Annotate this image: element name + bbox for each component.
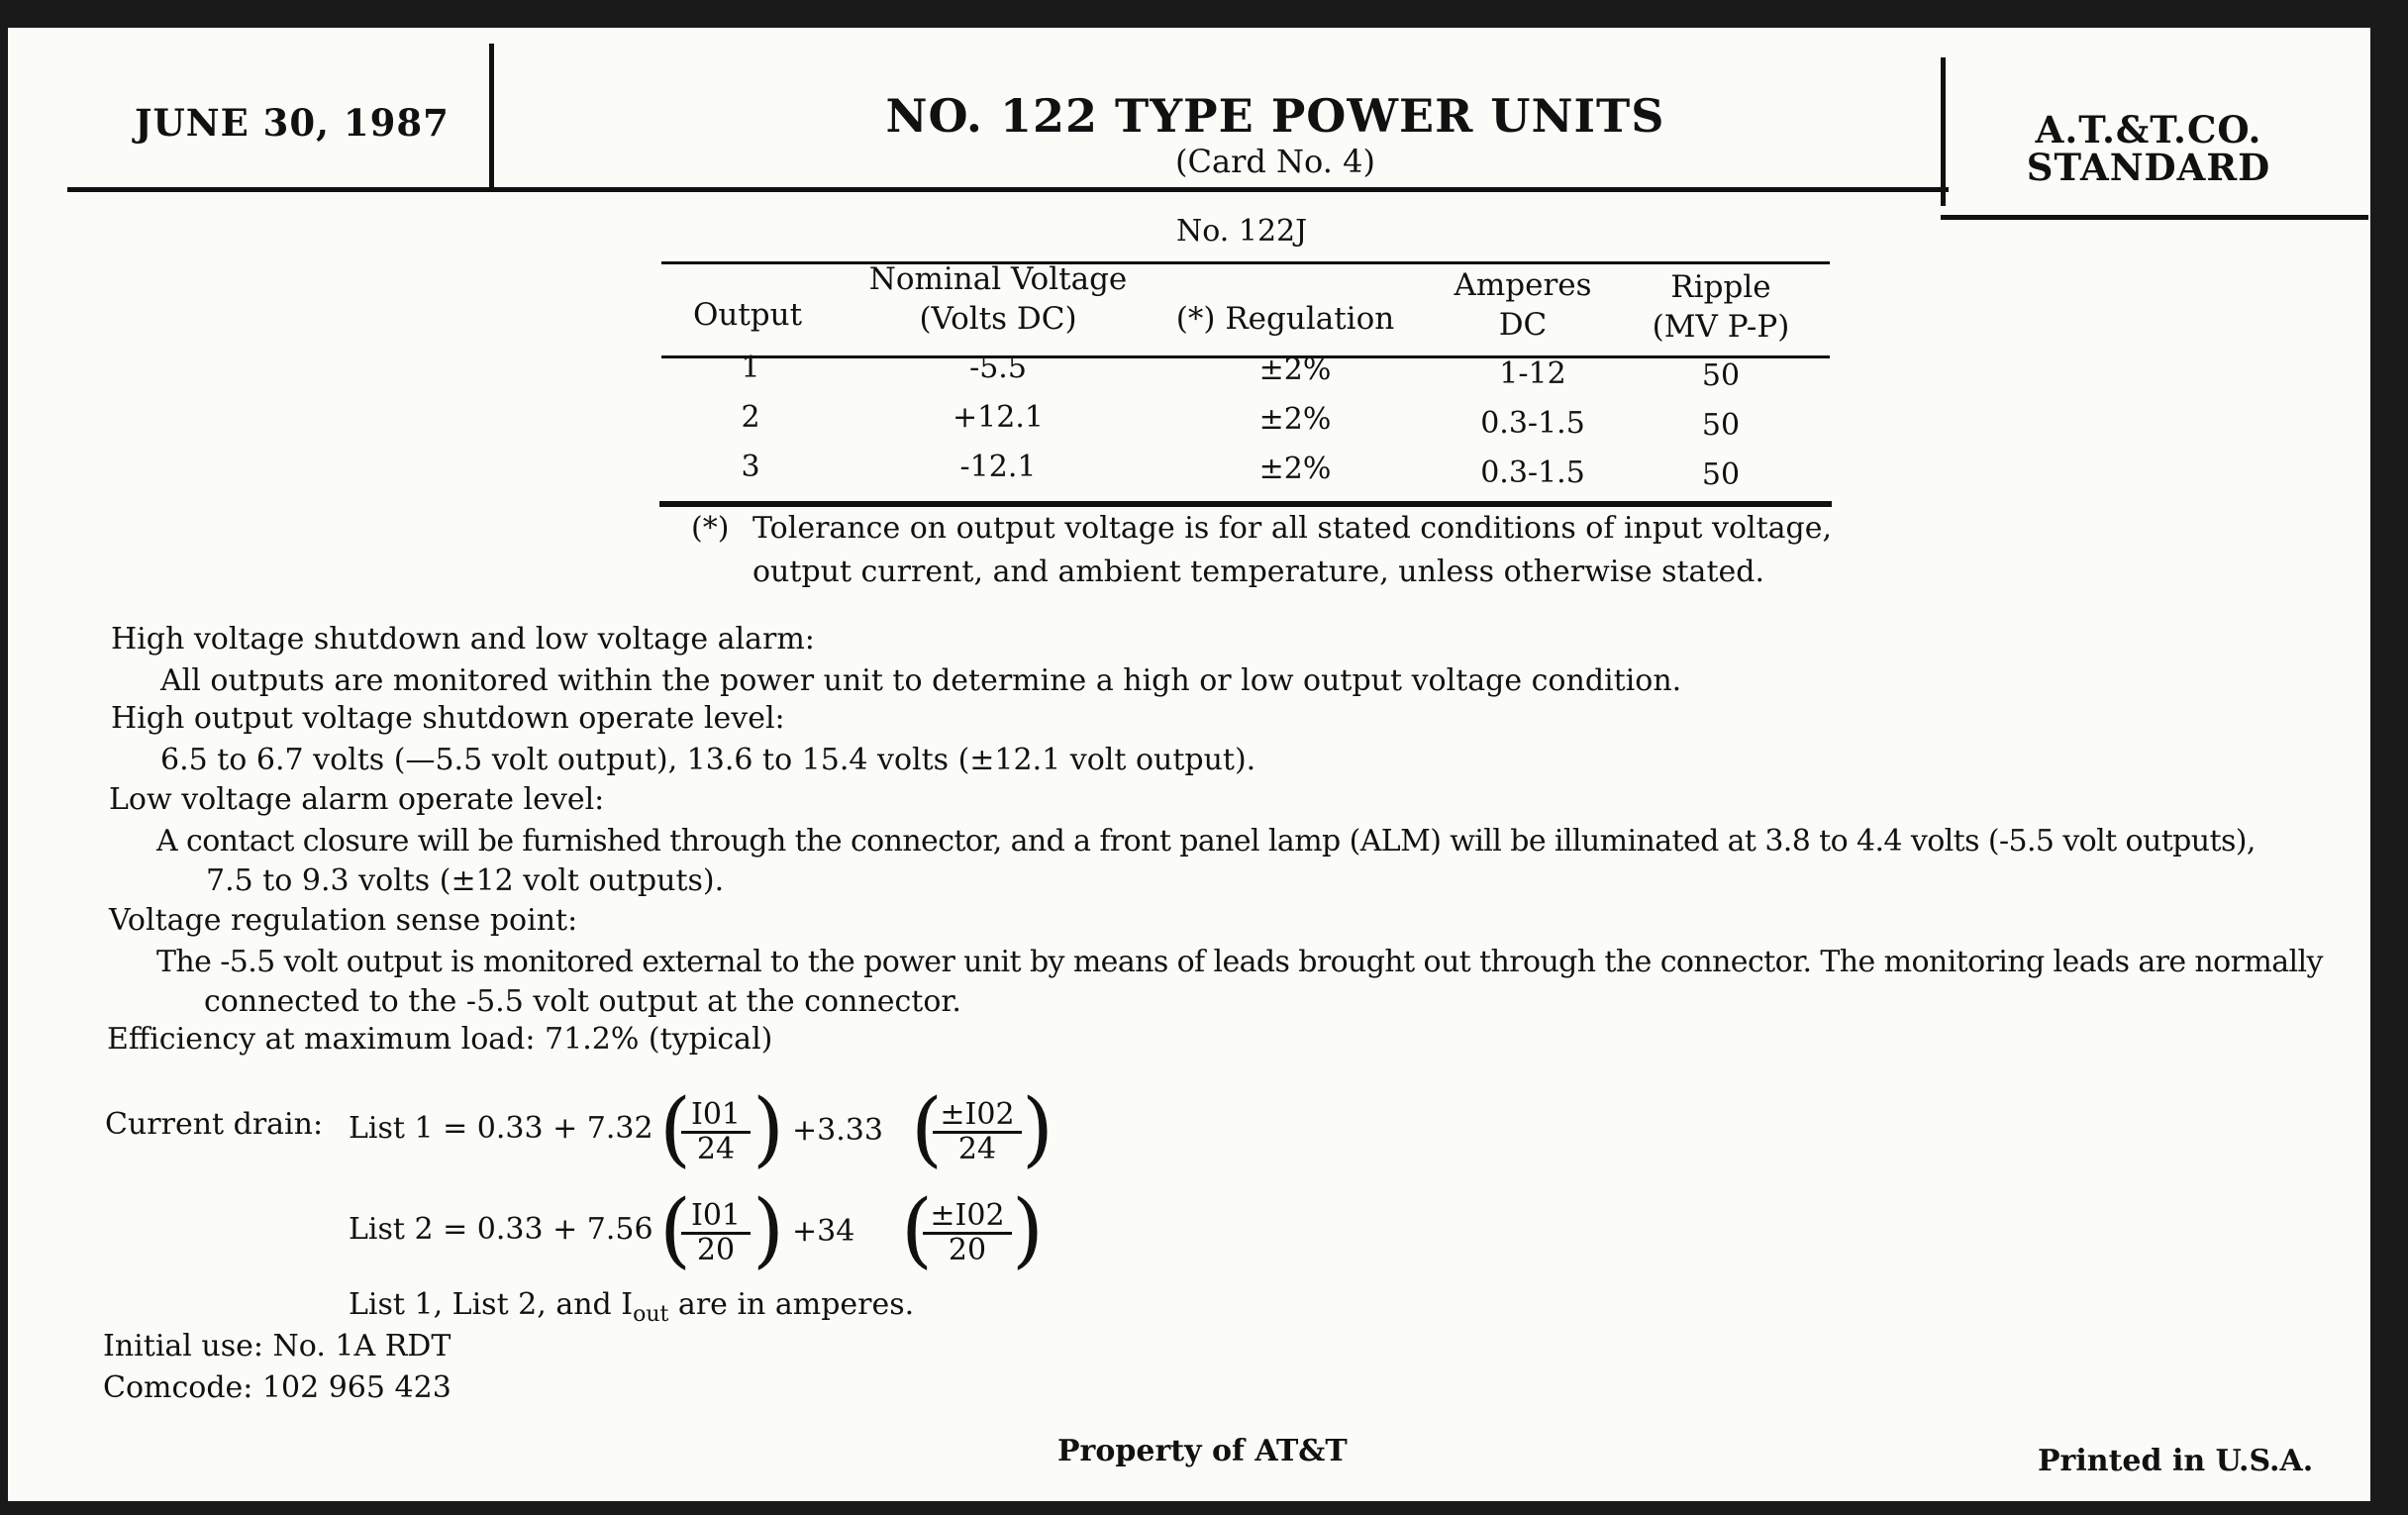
list1-paren-open-1: ( [659, 1082, 691, 1176]
cell-voltage-2: +12.1 [953, 400, 1044, 435]
p3-text-2: 7.5 to 9.3 volts (±12 volt outputs). [206, 863, 725, 898]
cell-output-3: 3 [741, 450, 760, 484]
p3-text-1: A contact closure will be furnished through the connector, and a front panel lamp (ALM) will be illuminated at 3.8 to 4.4 volts (-5.5 volt outputs), [156, 824, 2256, 858]
col-header-voltage [820, 259, 1176, 339]
standard-mark [1980, 108, 2317, 189]
document-title: NO. 122 TYPE POWER UNITS [885, 89, 1665, 143]
p4-text-1: The -5.5 volt output is monitored external to the power unit by means of leads brought out through the connector. The monitoring leads are normally [156, 945, 2323, 979]
col-header-ripple-line1: Ripple [1670, 269, 1771, 305]
list2-fraction-2 [923, 1200, 1012, 1266]
list2-fraction-2-den: 20 [948, 1233, 987, 1267]
list1-fraction-1-den: 24 [696, 1132, 736, 1166]
table-footnote [691, 507, 1879, 594]
col-header-output [673, 295, 822, 335]
col-header-amperes-line1: Amperes [1454, 267, 1592, 303]
list1-fraction-2 [933, 1099, 1022, 1165]
header-divider-right [1941, 57, 1946, 206]
col-header-ripple-line2: (MV P-P) [1652, 309, 1790, 345]
list1-paren-open-2: ( [911, 1082, 943, 1176]
cell-amperes-1: 1-12 [1499, 356, 1566, 391]
list1-paren-close-2: ) [1022, 1082, 1054, 1176]
list2-paren-close-1: ) [752, 1183, 784, 1277]
list2-fraction-2-num: ±I02 [923, 1200, 1012, 1235]
list1-fraction-1-num: I01 [681, 1099, 751, 1134]
list1-paren-close-1: ) [752, 1082, 784, 1176]
card-number: (Card No. 4) [1175, 143, 1375, 180]
col-header-output-label: Output [692, 297, 803, 333]
cell-regulation-3: ±2% [1258, 452, 1332, 486]
list1-fraction-2-num: ±I02 [933, 1099, 1022, 1134]
list2-paren-open-1: ( [659, 1183, 691, 1277]
table-caption: No. 122J [1176, 214, 1308, 249]
list2-mid: +34 [792, 1214, 855, 1249]
col-header-ripple [1622, 267, 1820, 347]
cell-ripple-2: 50 [1701, 408, 1741, 443]
list1-fraction-1 [681, 1099, 751, 1165]
cell-regulation-1: ±2% [1258, 353, 1332, 387]
initial-use: Initial use: No. 1A RDT [103, 1329, 452, 1364]
cell-voltage-1: -5.5 [969, 351, 1027, 385]
p4-text-2: connected to the -5.5 volt output at the connector. [204, 984, 961, 1019]
units-note [349, 1287, 914, 1327]
list2-paren-open-2: ( [901, 1183, 933, 1277]
col-header-regulation-label: (*) Regulation [1175, 301, 1395, 337]
standard-line-2: STANDARD [2026, 146, 2271, 189]
standard-line-1: A.T.&T.CO. [2035, 108, 2262, 152]
cell-output-1: 1 [741, 351, 760, 385]
col-header-voltage-line2: (Volts DC) [919, 301, 1077, 337]
header-divider-left [489, 44, 494, 192]
cell-output-2: 2 [741, 400, 760, 435]
col-header-amperes-line2: DC [1498, 307, 1548, 343]
p4-heading: Voltage regulation sense point: [109, 903, 578, 938]
units-note-sub: out [633, 1302, 669, 1327]
footnote-line-1: Tolerance on output voltage is for all stated conditions of input voltage, [752, 511, 1833, 546]
header-rule-left [67, 187, 1949, 192]
list1-formula: List 1 = 0.33 + 7.32 [349, 1111, 653, 1146]
units-note-prefix: List 1, List 2, and I [349, 1287, 634, 1322]
list2-paren-close-2: ) [1012, 1183, 1044, 1277]
p1-heading: High voltage shutdown and low voltage alarm: [111, 622, 815, 656]
list2-formula: List 2 = 0.33 + 7.56 [349, 1212, 653, 1247]
p3-heading: Low voltage alarm operate level: [109, 782, 605, 817]
list1-fraction-2-den: 24 [957, 1132, 997, 1166]
cell-ripple-3: 50 [1701, 457, 1741, 492]
cell-regulation-2: ±2% [1258, 402, 1332, 437]
units-note-suffix: are in amperes. [668, 1287, 915, 1322]
list2-fraction-1-num: I01 [681, 1200, 751, 1235]
header-rule-right [1941, 215, 2368, 220]
cell-amperes-3: 0.3-1.5 [1480, 455, 1585, 490]
footnote-mark: (*) [691, 511, 730, 546]
cell-voltage-3: -12.1 [959, 450, 1037, 484]
col-header-voltage-line1: Nominal Voltage [868, 261, 1128, 297]
p1-text: All outputs are monitored within the power unit to determine a high or low output voltage condition. [160, 663, 1682, 698]
cell-ripple-1: 50 [1701, 358, 1741, 393]
col-header-regulation [1156, 299, 1414, 339]
footnote-line-2: output current, and ambient temperature, unless otherwise stated. [752, 555, 1764, 589]
cell-amperes-2: 0.3-1.5 [1480, 406, 1585, 441]
property-notice: Property of AT&T [1057, 1434, 1348, 1468]
p2-text: 6.5 to 6.7 volts (—5.5 volt output), 13.6 to 15.4 volts (±12.1 volt output). [160, 743, 1256, 777]
efficiency: Efficiency at maximum load: 71.2% (typical) [107, 1022, 773, 1057]
list1-mid: +3.33 [792, 1113, 883, 1148]
issue-date: JUNE 30, 1987 [135, 101, 450, 145]
current-drain-label: Current drain: [105, 1107, 324, 1142]
list2-fraction-1-den: 20 [696, 1233, 736, 1267]
col-header-amperes [1434, 265, 1612, 345]
standard-card [8, 28, 2370, 1501]
list2-fraction-1 [681, 1200, 751, 1266]
comcode: Comcode: 102 965 423 [103, 1370, 452, 1405]
printed-notice: Printed in U.S.A. [2038, 1444, 2314, 1478]
p2-heading: High output voltage shutdown operate level: [111, 701, 785, 736]
